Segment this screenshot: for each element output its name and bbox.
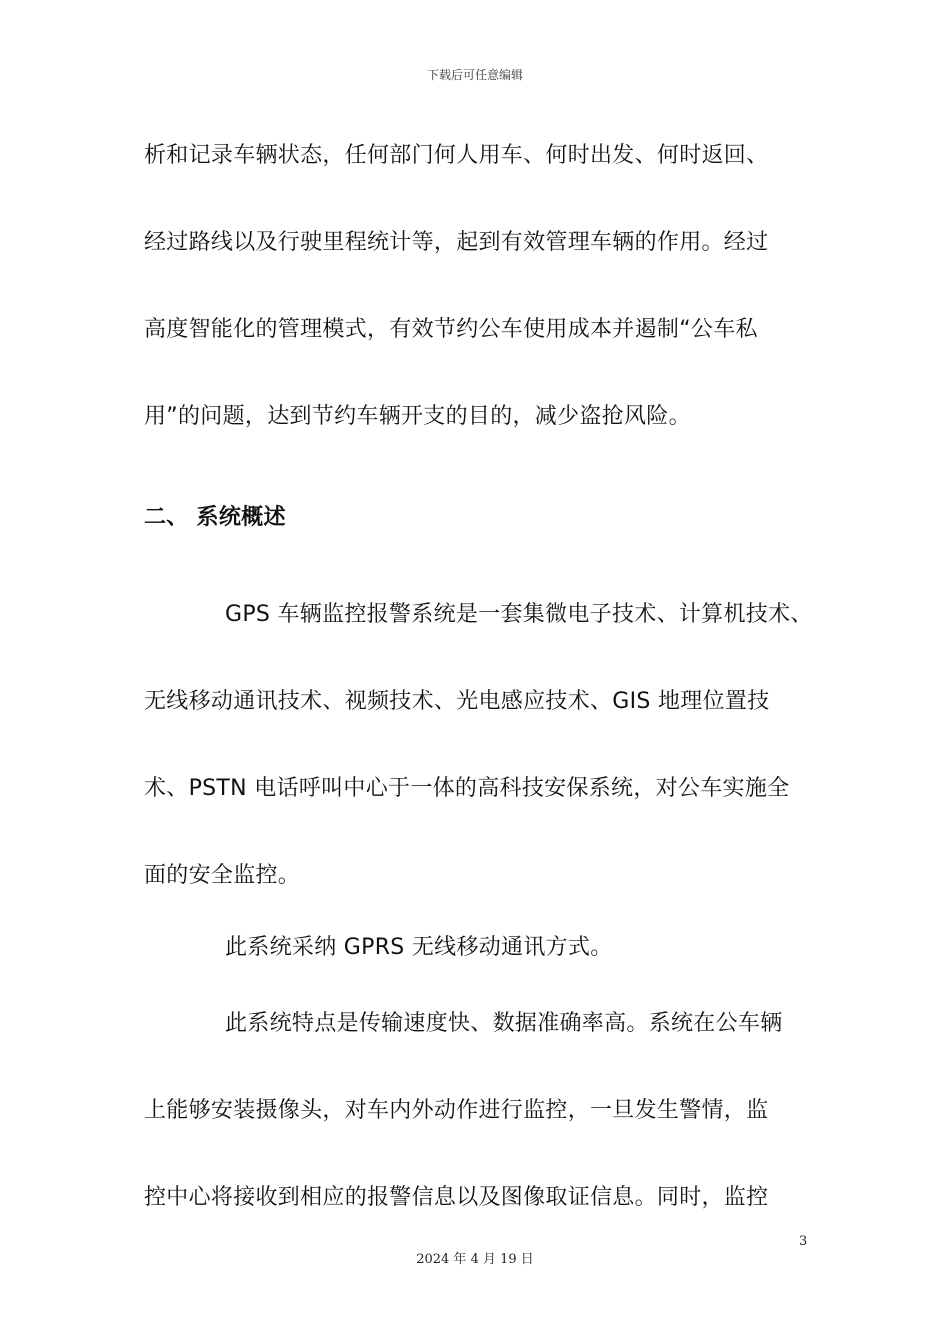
page-number: 3 xyxy=(799,1234,808,1249)
paragraph-line: GPS 车辆监控报警系统是一套集微电子技术、计算机技术、 xyxy=(225,602,813,627)
paragraph-line: 析和记录车辆状态，任何部门何人用车、何时出发、何时返回、 xyxy=(144,143,769,168)
paragraph-line: 无线移动通讯技术、视频技术、光电感应技术、GIS 地理位置技 xyxy=(144,689,770,714)
paragraph-line: 术、PSTN 电话呼叫中心于一体的高科技安保系统，对公车实施全 xyxy=(144,776,790,801)
paragraph-line: 此系统采纳 GPRS 无线移动通讯方式。 xyxy=(225,935,613,960)
paragraph-line: 此系统特点是传输速度快、数据准确率高。系统在公车辆 xyxy=(225,1011,783,1036)
paragraph-line: 面的安全监控。 xyxy=(144,863,301,888)
footer-date: 2024 年 4 月 19 日 xyxy=(416,1252,534,1267)
paragraph-line: 经过路线以及行驶里程统计等，起到有效管理车辆的作用。经过 xyxy=(144,230,769,255)
paragraph-line: 高度智能化的管理模式，有效节约公车使用成本并遏制“公车私 xyxy=(144,317,758,342)
paragraph-line: 用”的问题，达到节约车辆开支的目的，减少盗抢风险。 xyxy=(144,404,691,429)
paragraph-line: 控中心将接收到相应的报警信息以及图像取证信息。同时，监控 xyxy=(144,1185,769,1210)
header-note: 下载后可任意编辑 xyxy=(426,68,523,82)
paragraph-line: 上能够安装摄像头，对车内外动作进行监控，一旦发生警情，监 xyxy=(144,1098,769,1123)
section-heading: 二、 系统概述 xyxy=(144,505,286,530)
